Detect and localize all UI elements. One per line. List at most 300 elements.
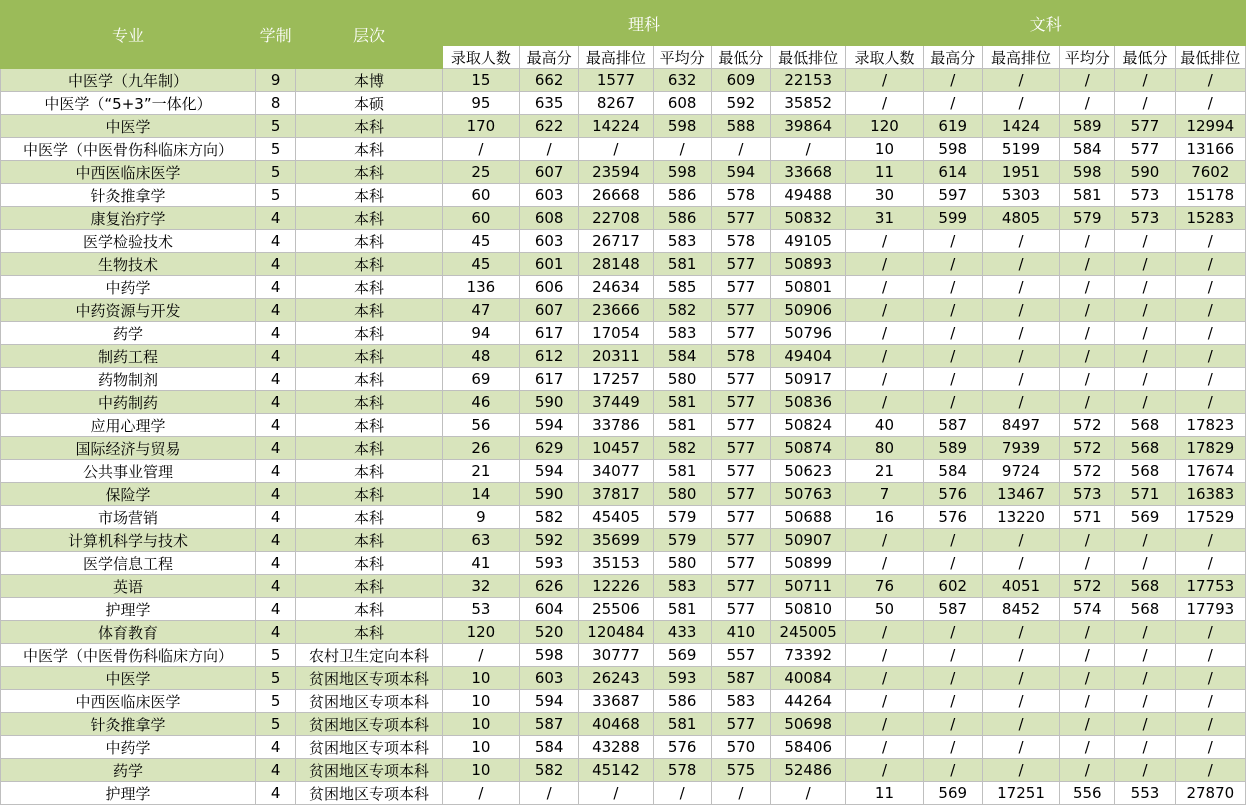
sci-avg-cell: 584 xyxy=(653,345,711,368)
table-row xyxy=(1,690,1246,713)
level-cell: 本科 xyxy=(296,506,443,529)
length-cell: 4 xyxy=(256,483,296,506)
arts-min-score-cell: / xyxy=(1115,759,1175,782)
arts-min-rank-cell: 15178 xyxy=(1175,184,1245,207)
sci-avg-cell: 583 xyxy=(653,322,711,345)
sci-max-rank-cell: 43288 xyxy=(579,736,653,759)
arts-avg-cell: / xyxy=(1060,69,1115,92)
sci-min-score-cell: 578 xyxy=(711,345,770,368)
level-cell: 本科 xyxy=(296,345,443,368)
arts-count-cell: / xyxy=(846,69,923,92)
arts-count-cell: / xyxy=(846,230,923,253)
sci-min-rank-cell: 40084 xyxy=(771,667,846,690)
major-cell: 国际经济与贸易 xyxy=(1,437,256,460)
major-cell: 英语 xyxy=(1,575,256,598)
level-cell: 本科 xyxy=(296,575,443,598)
table-row xyxy=(1,506,1246,529)
major-cell: 中医学（“5+3”一体化） xyxy=(1,92,256,115)
major-cell: 药学 xyxy=(1,759,256,782)
sci-max-rank-cell: 35699 xyxy=(579,529,653,552)
sci-max-rank-cell: 20311 xyxy=(579,345,653,368)
sci-avg-cell: / xyxy=(653,138,711,161)
arts-max-score-header: 最高分 xyxy=(923,46,982,69)
arts-max-rank-cell: 5303 xyxy=(982,184,1059,207)
sci-min-rank-cell: 50906 xyxy=(771,299,846,322)
sci-max-rank-cell: / xyxy=(579,782,653,805)
major-cell: 医学信息工程 xyxy=(1,552,256,575)
major-cell: 中医学（中医骨伤科临床方向） xyxy=(1,644,256,667)
major-cell: 中医学 xyxy=(1,115,256,138)
sci-min-score-cell: 578 xyxy=(711,230,770,253)
sci-max-rank-cell: 14224 xyxy=(579,115,653,138)
sci-max-rank-cell: 37449 xyxy=(579,391,653,414)
sci-avg-cell: 608 xyxy=(653,92,711,115)
length-cell: 5 xyxy=(256,138,296,161)
table-row xyxy=(1,598,1246,621)
sci-max-score-cell: 594 xyxy=(520,414,579,437)
arts-count-cell: / xyxy=(846,391,923,414)
arts-min-rank-cell: 7602 xyxy=(1175,161,1245,184)
level-cell: 本科 xyxy=(296,299,443,322)
table-row xyxy=(1,92,1246,115)
sci-count-cell: 10 xyxy=(442,713,519,736)
table-row xyxy=(1,276,1246,299)
sci-max-score-header: 最高分 xyxy=(520,46,579,69)
sci-count-cell: 60 xyxy=(442,207,519,230)
arts-count-cell: / xyxy=(846,92,923,115)
arts-count-cell: / xyxy=(846,713,923,736)
sci-min-score-cell: 577 xyxy=(711,598,770,621)
level-cell: 本科 xyxy=(296,253,443,276)
sci-count-cell: 120 xyxy=(442,621,519,644)
sci-min-score-cell: / xyxy=(711,782,770,805)
sci-avg-cell: 578 xyxy=(653,759,711,782)
sci-avg-header: 平均分 xyxy=(653,46,711,69)
level-cell: 本硕 xyxy=(296,92,443,115)
arts-min-rank-cell: / xyxy=(1175,621,1245,644)
major-cell: 市场营销 xyxy=(1,506,256,529)
sci-min-rank-cell: 50907 xyxy=(771,529,846,552)
major-cell: 药物制剂 xyxy=(1,368,256,391)
arts-min-score-cell: / xyxy=(1115,644,1175,667)
sci-count-cell: 15 xyxy=(442,69,519,92)
arts-count-cell: 11 xyxy=(846,161,923,184)
arts-count-cell: 21 xyxy=(846,460,923,483)
arts-avg-cell: / xyxy=(1060,644,1115,667)
arts-min-score-cell: 573 xyxy=(1115,207,1175,230)
arts-avg-cell: 572 xyxy=(1060,460,1115,483)
length-cell: 4 xyxy=(256,759,296,782)
sci-min-rank-cell: 44264 xyxy=(771,690,846,713)
sci-min-rank-cell: 22153 xyxy=(771,69,846,92)
header-length: 学制 xyxy=(256,1,296,69)
arts-min-score-cell: / xyxy=(1115,690,1175,713)
arts-count-cell: 10 xyxy=(846,138,923,161)
arts-avg-cell: 584 xyxy=(1060,138,1115,161)
sci-max-rank-cell: 22708 xyxy=(579,207,653,230)
table-row xyxy=(1,299,1246,322)
arts-min-rank-cell: / xyxy=(1175,230,1245,253)
sci-max-rank-cell: 8267 xyxy=(579,92,653,115)
major-cell: 体育教育 xyxy=(1,621,256,644)
arts-avg-cell: 573 xyxy=(1060,483,1115,506)
sci-max-rank-cell: 23666 xyxy=(579,299,653,322)
arts-count-cell: / xyxy=(846,667,923,690)
level-cell: 本科 xyxy=(296,391,443,414)
length-cell: 5 xyxy=(256,115,296,138)
level-cell: 本科 xyxy=(296,276,443,299)
sci-max-score-cell: 603 xyxy=(520,667,579,690)
level-cell: 本科 xyxy=(296,460,443,483)
sci-max-score-cell: / xyxy=(520,138,579,161)
table-row xyxy=(1,483,1246,506)
arts-max-rank-cell: 8497 xyxy=(982,414,1059,437)
arts-min-rank-cell: / xyxy=(1175,736,1245,759)
level-cell: 本科 xyxy=(296,621,443,644)
table-row xyxy=(1,253,1246,276)
arts-count-cell: / xyxy=(846,345,923,368)
sci-min-score-cell: 577 xyxy=(711,391,770,414)
level-cell: 本科 xyxy=(296,322,443,345)
sci-count-cell: 136 xyxy=(442,276,519,299)
major-cell: 中药制药 xyxy=(1,391,256,414)
sci-avg-cell: 581 xyxy=(653,713,711,736)
arts-avg-cell: / xyxy=(1060,690,1115,713)
arts-max-score-cell: 587 xyxy=(923,598,982,621)
length-cell: 4 xyxy=(256,230,296,253)
sci-min-rank-cell: 49105 xyxy=(771,230,846,253)
level-cell: 贫困地区专项本科 xyxy=(296,690,443,713)
header-level: 层次 xyxy=(296,1,443,69)
arts-min-rank-cell: 17829 xyxy=(1175,437,1245,460)
sci-avg-cell: 583 xyxy=(653,575,711,598)
level-cell: 本科 xyxy=(296,115,443,138)
sci-max-score-cell: 607 xyxy=(520,299,579,322)
major-cell: 医学检验技术 xyxy=(1,230,256,253)
length-cell: 4 xyxy=(256,276,296,299)
level-cell: 本科 xyxy=(296,414,443,437)
sci-min-rank-cell: 35852 xyxy=(771,92,846,115)
arts-max-score-cell: / xyxy=(923,713,982,736)
sci-max-score-cell: 635 xyxy=(520,92,579,115)
arts-max-score-cell: / xyxy=(923,92,982,115)
arts-count-cell: / xyxy=(846,276,923,299)
arts-min-rank-cell: 15283 xyxy=(1175,207,1245,230)
arts-avg-cell: / xyxy=(1060,253,1115,276)
arts-avg-cell: 572 xyxy=(1060,414,1115,437)
table-row xyxy=(1,207,1246,230)
sci-min-rank-cell: 50711 xyxy=(771,575,846,598)
major-cell: 药学 xyxy=(1,322,256,345)
sci-max-score-cell: 608 xyxy=(520,207,579,230)
arts-avg-cell: / xyxy=(1060,276,1115,299)
sci-max-score-cell: 603 xyxy=(520,184,579,207)
table-row xyxy=(1,368,1246,391)
sci-max-score-cell: 584 xyxy=(520,736,579,759)
arts-avg-cell: / xyxy=(1060,299,1115,322)
level-cell: 农村卫生定向本科 xyxy=(296,644,443,667)
arts-min-rank-cell: / xyxy=(1175,299,1245,322)
arts-max-score-cell: / xyxy=(923,529,982,552)
sci-max-score-cell: 607 xyxy=(520,161,579,184)
sci-min-score-cell: 570 xyxy=(711,736,770,759)
arts-min-score-cell: / xyxy=(1115,299,1175,322)
arts-max-rank-cell: / xyxy=(982,345,1059,368)
arts-min-score-cell: 590 xyxy=(1115,161,1175,184)
arts-min-rank-cell: / xyxy=(1175,552,1245,575)
sci-avg-cell: 433 xyxy=(653,621,711,644)
arts-min-score-cell: / xyxy=(1115,92,1175,115)
sci-min-score-cell: 577 xyxy=(711,460,770,483)
sci-avg-cell: 580 xyxy=(653,483,711,506)
length-cell: 4 xyxy=(256,391,296,414)
sci-min-score-cell: 577 xyxy=(711,483,770,506)
length-cell: 4 xyxy=(256,345,296,368)
arts-max-score-cell: / xyxy=(923,667,982,690)
table-row xyxy=(1,575,1246,598)
length-cell: 4 xyxy=(256,299,296,322)
sci-min-score-cell: 577 xyxy=(711,713,770,736)
arts-avg-cell: / xyxy=(1060,529,1115,552)
arts-avg-cell: 571 xyxy=(1060,506,1115,529)
sci-min-rank-header: 最低排位 xyxy=(771,46,846,69)
table-row xyxy=(1,621,1246,644)
major-cell: 护理学 xyxy=(1,782,256,805)
major-cell: 中药学 xyxy=(1,736,256,759)
sci-min-score-header: 最低分 xyxy=(711,46,770,69)
arts-max-rank-cell: 8452 xyxy=(982,598,1059,621)
arts-max-rank-cell: 17251 xyxy=(982,782,1059,805)
arts-min-rank-cell: / xyxy=(1175,276,1245,299)
sci-max-rank-cell: 26668 xyxy=(579,184,653,207)
arts-min-rank-cell: / xyxy=(1175,253,1245,276)
arts-avg-header: 平均分 xyxy=(1060,46,1115,69)
arts-min-score-cell: 577 xyxy=(1115,138,1175,161)
arts-min-rank-cell: 27870 xyxy=(1175,782,1245,805)
arts-max-score-cell: 569 xyxy=(923,782,982,805)
sci-max-rank-cell: 34077 xyxy=(579,460,653,483)
sci-max-score-cell: 594 xyxy=(520,690,579,713)
arts-count-cell: / xyxy=(846,644,923,667)
table-row xyxy=(1,115,1246,138)
arts-min-score-cell: 553 xyxy=(1115,782,1175,805)
sci-avg-cell: 576 xyxy=(653,736,711,759)
sci-min-rank-cell: 50688 xyxy=(771,506,846,529)
major-cell: 制药工程 xyxy=(1,345,256,368)
level-cell: 贫困地区专项本科 xyxy=(296,713,443,736)
arts-max-score-cell: / xyxy=(923,391,982,414)
sci-min-rank-cell: 50836 xyxy=(771,391,846,414)
arts-count-cell: / xyxy=(846,299,923,322)
arts-avg-cell: 572 xyxy=(1060,437,1115,460)
sci-min-score-cell: 577 xyxy=(711,414,770,437)
arts-min-rank-cell: / xyxy=(1175,690,1245,713)
arts-avg-cell: / xyxy=(1060,759,1115,782)
sci-count-cell: 10 xyxy=(442,667,519,690)
sci-count-cell: 63 xyxy=(442,529,519,552)
level-cell: 本科 xyxy=(296,207,443,230)
sci-max-score-cell: 520 xyxy=(520,621,579,644)
length-cell: 4 xyxy=(256,460,296,483)
sci-avg-cell: 586 xyxy=(653,690,711,713)
sci-min-score-cell: 577 xyxy=(711,322,770,345)
arts-min-score-cell: / xyxy=(1115,69,1175,92)
arts-max-score-cell: 576 xyxy=(923,483,982,506)
arts-count-cell: / xyxy=(846,529,923,552)
sci-min-rank-cell: 50824 xyxy=(771,414,846,437)
arts-min-score-cell: / xyxy=(1115,713,1175,736)
length-cell: 8 xyxy=(256,92,296,115)
sci-count-cell: 9 xyxy=(442,506,519,529)
arts-count-cell: 11 xyxy=(846,782,923,805)
arts-count-cell: 31 xyxy=(846,207,923,230)
sci-min-rank-cell: 73392 xyxy=(771,644,846,667)
sci-min-score-cell: 577 xyxy=(711,207,770,230)
sci-avg-cell: 569 xyxy=(653,644,711,667)
arts-count-cell: 30 xyxy=(846,184,923,207)
level-cell: 本科 xyxy=(296,161,443,184)
arts-avg-cell: / xyxy=(1060,92,1115,115)
sci-max-rank-cell: 26243 xyxy=(579,667,653,690)
major-cell: 中医学（中医骨伤科临床方向） xyxy=(1,138,256,161)
table-row xyxy=(1,184,1246,207)
length-cell: 4 xyxy=(256,506,296,529)
arts-max-score-cell: / xyxy=(923,69,982,92)
table-row xyxy=(1,230,1246,253)
arts-max-score-cell: 614 xyxy=(923,161,982,184)
table-row xyxy=(1,782,1246,805)
arts-avg-cell: 572 xyxy=(1060,575,1115,598)
sci-min-rank-cell: 58406 xyxy=(771,736,846,759)
sci-avg-cell: 579 xyxy=(653,529,711,552)
table-row xyxy=(1,414,1246,437)
arts-max-rank-cell: 5199 xyxy=(982,138,1059,161)
sci-min-score-cell: 609 xyxy=(711,69,770,92)
arts-min-score-cell: / xyxy=(1115,667,1175,690)
arts-min-score-cell: / xyxy=(1115,552,1175,575)
arts-min-score-cell: / xyxy=(1115,230,1175,253)
header-arts: 文科 xyxy=(846,1,1246,46)
major-cell: 康复治疗学 xyxy=(1,207,256,230)
arts-max-rank-cell: / xyxy=(982,253,1059,276)
arts-min-rank-cell: / xyxy=(1175,322,1245,345)
sci-max-rank-cell: 23594 xyxy=(579,161,653,184)
major-cell: 中西医临床医学 xyxy=(1,161,256,184)
sci-max-score-cell: 617 xyxy=(520,368,579,391)
length-cell: 5 xyxy=(256,644,296,667)
length-cell: 4 xyxy=(256,368,296,391)
sci-max-rank-cell: 26717 xyxy=(579,230,653,253)
sci-count-cell: 56 xyxy=(442,414,519,437)
arts-count-cell: / xyxy=(846,736,923,759)
arts-min-rank-cell: / xyxy=(1175,345,1245,368)
arts-max-score-cell: 619 xyxy=(923,115,982,138)
major-cell: 保险学 xyxy=(1,483,256,506)
sci-min-score-cell: 588 xyxy=(711,115,770,138)
arts-min-score-cell: / xyxy=(1115,368,1175,391)
arts-min-score-cell: / xyxy=(1115,391,1175,414)
level-cell: 本科 xyxy=(296,598,443,621)
level-cell: 贫困地区专项本科 xyxy=(296,782,443,805)
sci-min-score-cell: 583 xyxy=(711,690,770,713)
arts-min-rank-cell: 13166 xyxy=(1175,138,1245,161)
arts-max-rank-header: 最高排位 xyxy=(982,46,1059,69)
major-cell: 计算机科学与技术 xyxy=(1,529,256,552)
sci-count-cell: 95 xyxy=(442,92,519,115)
level-cell: 贫困地区专项本科 xyxy=(296,759,443,782)
table-row xyxy=(1,437,1246,460)
sci-max-score-cell: 622 xyxy=(520,115,579,138)
sci-max-rank-cell: 45142 xyxy=(579,759,653,782)
sci-min-score-cell: 575 xyxy=(711,759,770,782)
sci-min-rank-cell: 50899 xyxy=(771,552,846,575)
level-cell: 贫困地区专项本科 xyxy=(296,736,443,759)
major-cell: 中西医临床医学 xyxy=(1,690,256,713)
level-cell: 本科 xyxy=(296,368,443,391)
length-cell: 4 xyxy=(256,575,296,598)
sci-max-score-cell: 662 xyxy=(520,69,579,92)
arts-max-score-cell: 587 xyxy=(923,414,982,437)
sci-max-score-cell: 601 xyxy=(520,253,579,276)
sci-min-rank-cell: 39864 xyxy=(771,115,846,138)
sci-count-cell: 45 xyxy=(442,230,519,253)
arts-min-rank-cell: 17823 xyxy=(1175,414,1245,437)
level-cell: 本科 xyxy=(296,138,443,161)
arts-min-score-cell: 568 xyxy=(1115,460,1175,483)
arts-min-rank-cell: 12994 xyxy=(1175,115,1245,138)
table-row xyxy=(1,345,1246,368)
arts-min-score-header: 最低分 xyxy=(1115,46,1175,69)
sci-count-cell: / xyxy=(442,644,519,667)
major-cell: 公共事业管理 xyxy=(1,460,256,483)
arts-max-rank-cell: / xyxy=(982,667,1059,690)
arts-min-rank-header: 最低排位 xyxy=(1175,46,1245,69)
arts-count-cell: / xyxy=(846,368,923,391)
major-cell: 生物技术 xyxy=(1,253,256,276)
arts-avg-cell: / xyxy=(1060,322,1115,345)
length-cell: 5 xyxy=(256,667,296,690)
sci-max-rank-cell: 45405 xyxy=(579,506,653,529)
sci-count-cell: 14 xyxy=(442,483,519,506)
major-cell: 针灸推拿学 xyxy=(1,713,256,736)
sci-max-score-cell: 582 xyxy=(520,759,579,782)
arts-max-score-cell: / xyxy=(923,368,982,391)
sci-min-rank-cell: / xyxy=(771,138,846,161)
arts-avg-cell: / xyxy=(1060,667,1115,690)
arts-max-score-cell: / xyxy=(923,345,982,368)
arts-min-score-cell: / xyxy=(1115,736,1175,759)
arts-avg-cell: 579 xyxy=(1060,207,1115,230)
sci-avg-cell: 581 xyxy=(653,253,711,276)
sci-avg-cell: 586 xyxy=(653,184,711,207)
arts-max-score-cell: / xyxy=(923,759,982,782)
arts-min-rank-cell: 17674 xyxy=(1175,460,1245,483)
length-cell: 4 xyxy=(256,621,296,644)
arts-max-score-cell: 598 xyxy=(923,138,982,161)
arts-max-rank-cell: 1951 xyxy=(982,161,1059,184)
sci-min-score-cell: 577 xyxy=(711,299,770,322)
arts-count-cell: 76 xyxy=(846,575,923,598)
major-cell: 中药资源与开发 xyxy=(1,299,256,322)
arts-max-rank-cell: / xyxy=(982,529,1059,552)
arts-avg-cell: 598 xyxy=(1060,161,1115,184)
sci-min-rank-cell: / xyxy=(771,782,846,805)
sci-avg-cell: 585 xyxy=(653,276,711,299)
sci-min-rank-cell: 50874 xyxy=(771,437,846,460)
sci-min-score-cell: / xyxy=(711,138,770,161)
arts-min-score-cell: / xyxy=(1115,253,1175,276)
sci-max-score-cell: 587 xyxy=(520,713,579,736)
